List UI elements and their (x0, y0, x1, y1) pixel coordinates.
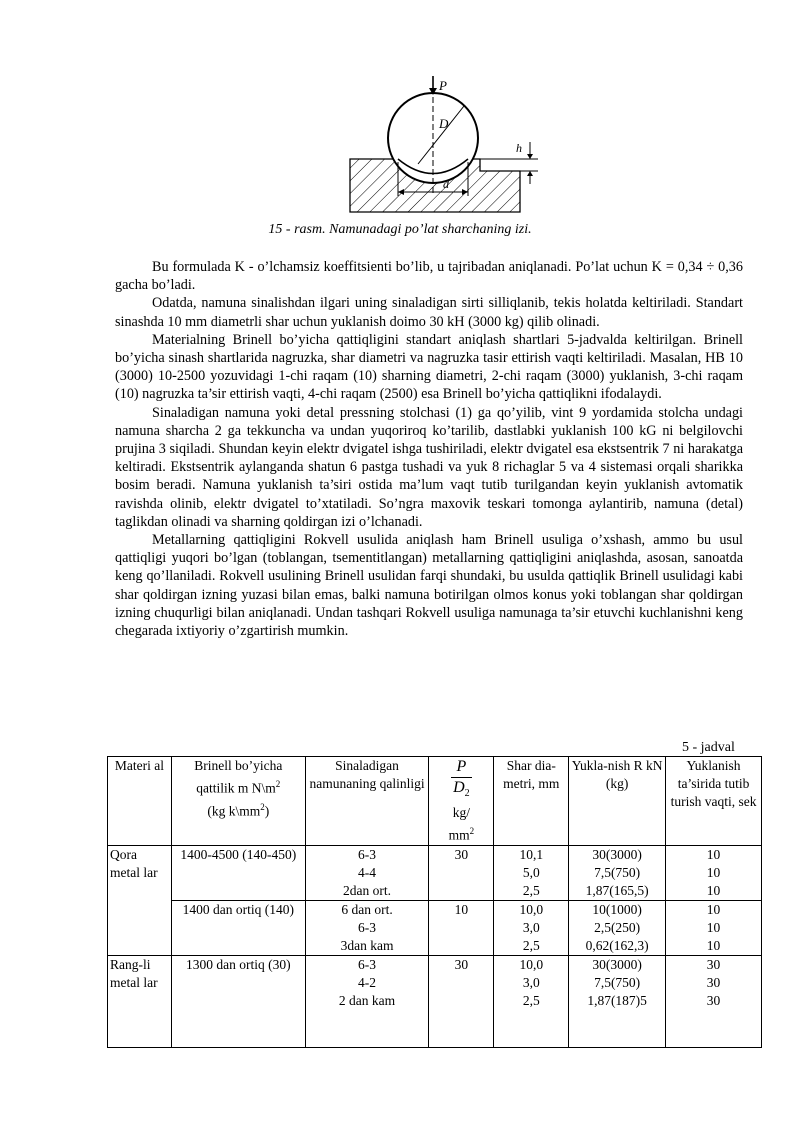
ratio-unit: kg/ (452, 805, 471, 821)
label-p: P (439, 78, 447, 93)
cell-material: Qora metal lar (108, 845, 172, 955)
cell-value: 30(3000) (592, 846, 642, 862)
cell-ratio: 30 (429, 955, 494, 1047)
ball-indentation-figure (340, 76, 540, 216)
cell-value: 2,5 (522, 992, 540, 1008)
cell-value: 6 dan ort. (341, 901, 393, 917)
cell-time (666, 845, 762, 900)
cell-value: 10 (706, 919, 721, 935)
header-brinell-sup1: 2 (275, 779, 281, 789)
cell-value: 30 (706, 956, 721, 972)
cell-value: 30(3000) (592, 956, 642, 972)
cell-load (569, 845, 666, 900)
cell-value: 1,87(187)5 (587, 992, 647, 1008)
cell-value: 10 (706, 901, 721, 917)
ball-indentation-drawing (340, 76, 540, 216)
cell-time (666, 900, 762, 955)
cell-value: 0,62(162,3) (585, 937, 649, 953)
cell-value: 10,0 (519, 901, 544, 917)
cell-value: 5,0 (522, 864, 540, 880)
cell-value: 10(1000) (592, 901, 642, 917)
paragraph: Materialning Brinell bo’yicha qattiqligini standart aniqlash shartlari 5-jadvalda keltirilgan. Brinell bo’yicha sinash shartlarida nagruzka, shar diametri va nagruzka tasir ettirish vaqti keltiriladi. Masalan, HB 10 (3000) 10-2500 yozuvidagi 1-chi raqam (10) sharning diametri, 2-chi raqam (3000) yuklanish, 3-chi raqam (10) nagruzka ta’sir ettirish vaqti, 4-chi raqam (2500) esa Brinell bo’yicha qattiqlikni ifodalaydi. (115, 331, 743, 403)
paragraph: Sinaladigan namuna yoki detal pressning stolchasi (1) ga qo’yilib, vint 9 yordamida stolcha undagi namuna sharcha 2 ga tekkuncha va undan yuqoriroq ko’tarilib, dastlabki yuklanish 100 kG ni belgilovchi prujina 3 siqiladi. Shundan keyin elektr dvigatel ishga tushiriladi, elektr dvigatel esa ekstsentrik 7 ni harakatga keltiradi. Ekstsentrik aylanganda shatun 6 pastga tushadi va yuk 8 richaglar 5 va 4 sistemasi orqali sharikka bosim beradi. Namuna yuklanish ta’siri ostida ma’lum vaqt tutib turilgandan keyin yuklanish avtomatik ravishda olinib, elektr dvigatel to’xtatiladi. So’ngra maxovik teskari tomonga aylantirib, namuna (detal) taglikdan olinadi va sharning qoldirgan izi o’lchanadi. (115, 404, 743, 530)
header-brinell (171, 757, 305, 846)
table-row (108, 955, 762, 1047)
label-d-small: d (443, 177, 449, 191)
cell-value: 10,0 (519, 956, 544, 972)
label-d-big: D (439, 116, 449, 131)
table-header-row (108, 757, 762, 846)
cell-diameter (494, 845, 569, 900)
cell-value: 10 (706, 882, 721, 898)
cell-brinell: 1400-4500 (140-450) (171, 845, 305, 900)
cell-thickness (305, 900, 429, 955)
paragraph: Metallarning qattiqligini Rokvell usulida aniqlash ham Brinell usuliga o’xshash, ammo bu usul qattiqligi yuqori bo’lgan (toblangan, tsementitlangan) metallarning qattiqligini aniqlashda, asosan, sanoatda keng qo’llaniladi. Rokvell usulining Brinell usulidan farqi shundaki, bu usulda qattiqlik Brinell usulidagi kabi shar qoldirgan izning yuzasi bilan emas, balki namuna botirilgan olmos konus yoki toblangan shar qoldirgan izning chuqurligi bilan aniqlanadi. Undan tashqari Rokvell usuliga namunaga ta’sir etuvchi kuchlanishni keng chegarada ixtiyoriy o’zgartirish mumkin. (115, 532, 743, 640)
cell-value: 2,5 (522, 937, 540, 953)
header-brinell-line3: ) (264, 803, 270, 818)
cell-value: 10 (706, 937, 721, 953)
ratio-unit2: mm (448, 827, 470, 843)
cell-value: 6-3 (358, 919, 377, 935)
table-caption: 5 - jadval (682, 740, 735, 755)
header-load: Yukla-nish R kN (kg) (569, 757, 666, 846)
header-ratio (429, 757, 494, 846)
cell-value: 30 (706, 974, 721, 990)
ratio-unit2-sup: 2 (469, 826, 475, 837)
cell-value: 2dan ort. (343, 882, 392, 898)
cell-ratio: 30 (429, 845, 494, 900)
cell-brinell: 1400 dan ortiq (140) (171, 900, 305, 955)
paragraph: Bu formulada K - o’lchamsiz koeffitsienti bo’lib, u tajribadan aniqlanadi. Po’lat uchun K = 0,34 ÷ 0,36 gacha bo’ladi. (115, 259, 743, 294)
table-row (108, 845, 762, 900)
ratio-fraction (451, 757, 473, 804)
brinell-conditions-table (107, 756, 762, 1048)
cell-value: 4-2 (358, 974, 377, 990)
paragraph: Odatda, namuna sinalishdan ilgari uning sinaladigan sirti silliqlanib, tekis holatda keltiriladi. Standart sinashda 10 mm diametrli shar uchun yuklanish doimo 30 kH (3000 kg) qilib olinadi. (115, 295, 743, 330)
cell-value: 10,1 (519, 846, 544, 862)
cell-value: 30 (706, 992, 721, 1008)
ratio-den-letter: D (453, 779, 465, 796)
cell-value: 3,0 (522, 919, 540, 935)
cell-diameter (494, 955, 569, 1047)
header-thickness: Sinaladigan namunaning qalinligi (305, 757, 429, 846)
cell-value: 2,5 (522, 882, 540, 898)
cell-diameter (494, 900, 569, 955)
cell-value: 7,5(750) (594, 974, 641, 990)
cell-value: 7,5(750) (594, 864, 641, 880)
body-text (115, 258, 743, 640)
cell-time (666, 955, 762, 1047)
label-h: h (516, 141, 522, 155)
cell-value: 2,5(250) (594, 919, 641, 935)
cell-value: 10 (706, 846, 721, 862)
cell-value: 6-3 (358, 846, 377, 862)
ratio-den-sub: 2 (464, 788, 470, 800)
cell-material: Rang-li metal lar (108, 955, 172, 1047)
header-brinell-line1: Brinell bo’yicha qattilik m N\m (194, 758, 283, 796)
cell-thickness (305, 845, 429, 900)
cell-value: 10 (706, 864, 721, 880)
cell-load (569, 900, 666, 955)
header-material: Materi al (108, 757, 172, 846)
cell-value: 1,87(165,5) (585, 882, 649, 898)
header-brinell-sup2: 2 (260, 801, 265, 812)
cell-ratio: 10 (429, 900, 494, 955)
header-brinell-line2: (kg k\mm (207, 803, 261, 818)
ratio-denominator (453, 779, 470, 800)
cell-value: 3dan kam (340, 937, 394, 953)
table-row (108, 900, 762, 955)
cell-value: 3,0 (522, 974, 540, 990)
cell-brinell: 1300 dan ortiq (30) (171, 955, 305, 1047)
cell-thickness (305, 955, 429, 1047)
cell-value: 2 dan kam (338, 992, 396, 1008)
cell-load (569, 955, 666, 1047)
header-time: Yuklanish ta’sirida tutib turish vaqti, sek (666, 757, 762, 846)
header-diameter: Shar dia-metri, mm (494, 757, 569, 846)
cell-value: 4-4 (358, 864, 377, 880)
ratio-numerator: P (451, 757, 473, 778)
cell-value: 6-3 (358, 956, 377, 972)
figure-caption: 15 - rasm. Namunadagi po’lat sharchaning izi. (268, 222, 532, 237)
